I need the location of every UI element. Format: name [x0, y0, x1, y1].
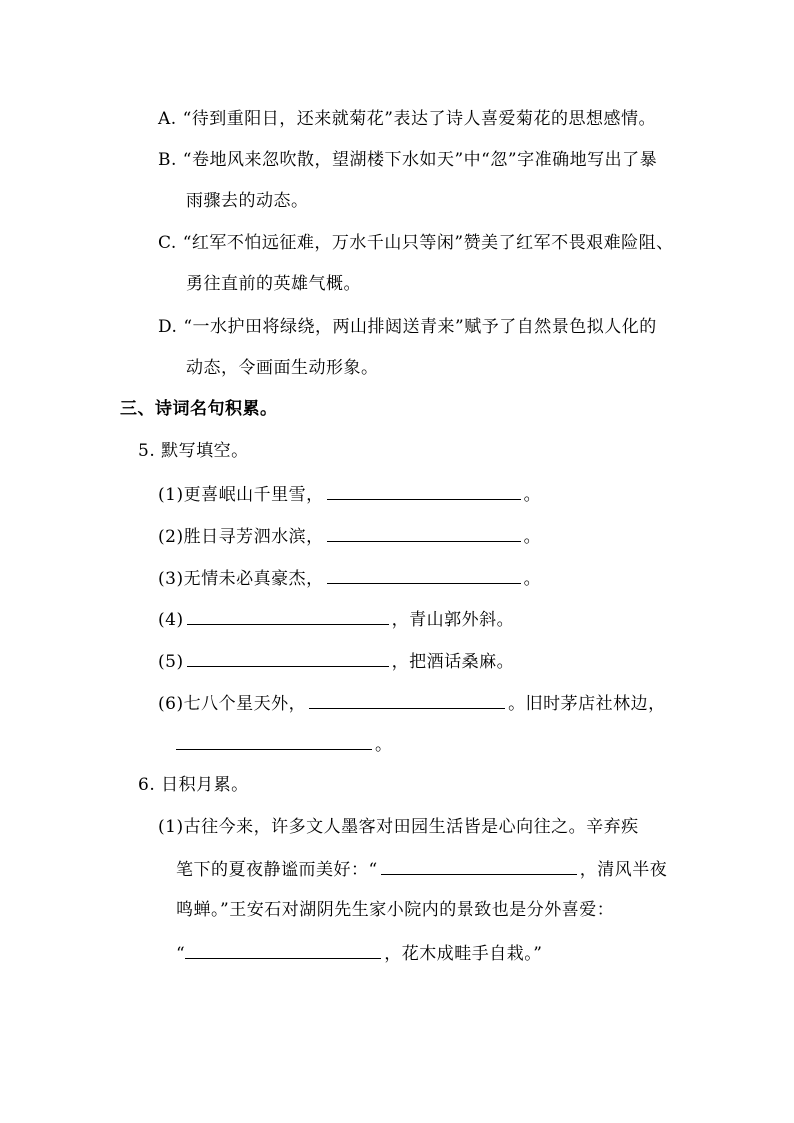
- q5-item-2-text: (2)胜日寻芳泗水滨，: [158, 527, 324, 547]
- q6-blank-2[interactable]: [185, 941, 381, 959]
- q6-para-line3: 鸣蝉。”王安石对湖阴先生家小院内的景致也是分外喜爱：: [176, 900, 615, 920]
- q5-item-6-blank-2[interactable]: [176, 732, 372, 750]
- option-d-line2: 动态，令画面生动形象。: [186, 358, 379, 378]
- option-b-line1: B. “卷地风来忽吹散，望湖楼下水如天”中“忽”字准确地写出了暴: [158, 150, 658, 170]
- q5-item-1-blank[interactable]: [327, 482, 521, 500]
- q5-item-6-line1: [158, 691, 666, 715]
- q5-item-2-blank[interactable]: [327, 524, 521, 542]
- option-a: A. “待到重阳日，还来就菊花”表达了诗人喜爱菊花的思想感情。: [158, 109, 656, 129]
- q5-item-2: [158, 524, 541, 548]
- q6-line2-text: 笔下的夏夜静谧而美好：“: [176, 860, 378, 880]
- q5-item-3-blank[interactable]: [327, 566, 521, 584]
- option-c-line2: 勇往直前的英雄气概。: [186, 274, 361, 294]
- q5-item-6-period: 。: [375, 735, 393, 755]
- q5-item-5-blank[interactable]: [187, 649, 389, 667]
- q5-item-3: [158, 566, 541, 590]
- q5-item-1: [158, 482, 541, 506]
- q6-line4-open-quote: “: [176, 944, 186, 964]
- q5-item-1-text: (1)更喜岷山千里雪，: [158, 485, 324, 505]
- q5-item-5: [158, 649, 514, 673]
- q5-item-6-line2: [176, 732, 393, 756]
- q6-para-line4: [176, 941, 542, 965]
- q6-line4-text: ，花木成畦手自栽。”: [384, 944, 543, 964]
- q5-item-2-period: 。: [523, 527, 542, 547]
- section-3-title: 三、诗词名句积累。: [120, 399, 278, 419]
- q6-para-line2: [176, 857, 667, 881]
- q5-item-4-number: (4): [158, 610, 184, 630]
- question-6-label: 6. 日积月累。: [138, 775, 249, 795]
- option-d-line1: D. “一水护田将绿绕，两山排闼送青来”赋予了自然景色拟人化的: [158, 317, 657, 337]
- q5-item-4: [158, 607, 514, 631]
- question-5-label: 5. 默写填空。: [138, 441, 249, 461]
- q5-item-6-text: (6)七八个星天外，: [158, 694, 307, 714]
- q6-para-line1: (1)古往今来，许多文人墨客对田园生活皆是心向往之。辛弃疾: [158, 817, 639, 837]
- q5-item-6-mid: 。旧时茅店社林边，: [508, 694, 666, 714]
- q5-item-5-number: (5): [158, 652, 184, 672]
- q5-item-3-period: 。: [523, 569, 542, 589]
- q6-line2-tail: ，清风半夜: [579, 860, 668, 880]
- q6-blank-1[interactable]: [381, 857, 577, 875]
- q5-item-6-blank-1[interactable]: [309, 691, 505, 709]
- q5-item-4-blank[interactable]: [187, 607, 389, 625]
- q5-item-5-text: ，把酒话桑麻。: [391, 652, 515, 672]
- q5-item-1-period: 。: [523, 485, 542, 505]
- q5-item-4-text: ，青山郭外斜。: [391, 610, 515, 630]
- option-b-line2: 雨骤去的动态。: [186, 191, 309, 211]
- q5-item-3-text: (3)无情未必真豪杰，: [158, 569, 324, 589]
- option-c-line1: C. “红军不怕远征难，万水千山只等闲”赞美了红军不畏艰难险阻、: [158, 233, 674, 253]
